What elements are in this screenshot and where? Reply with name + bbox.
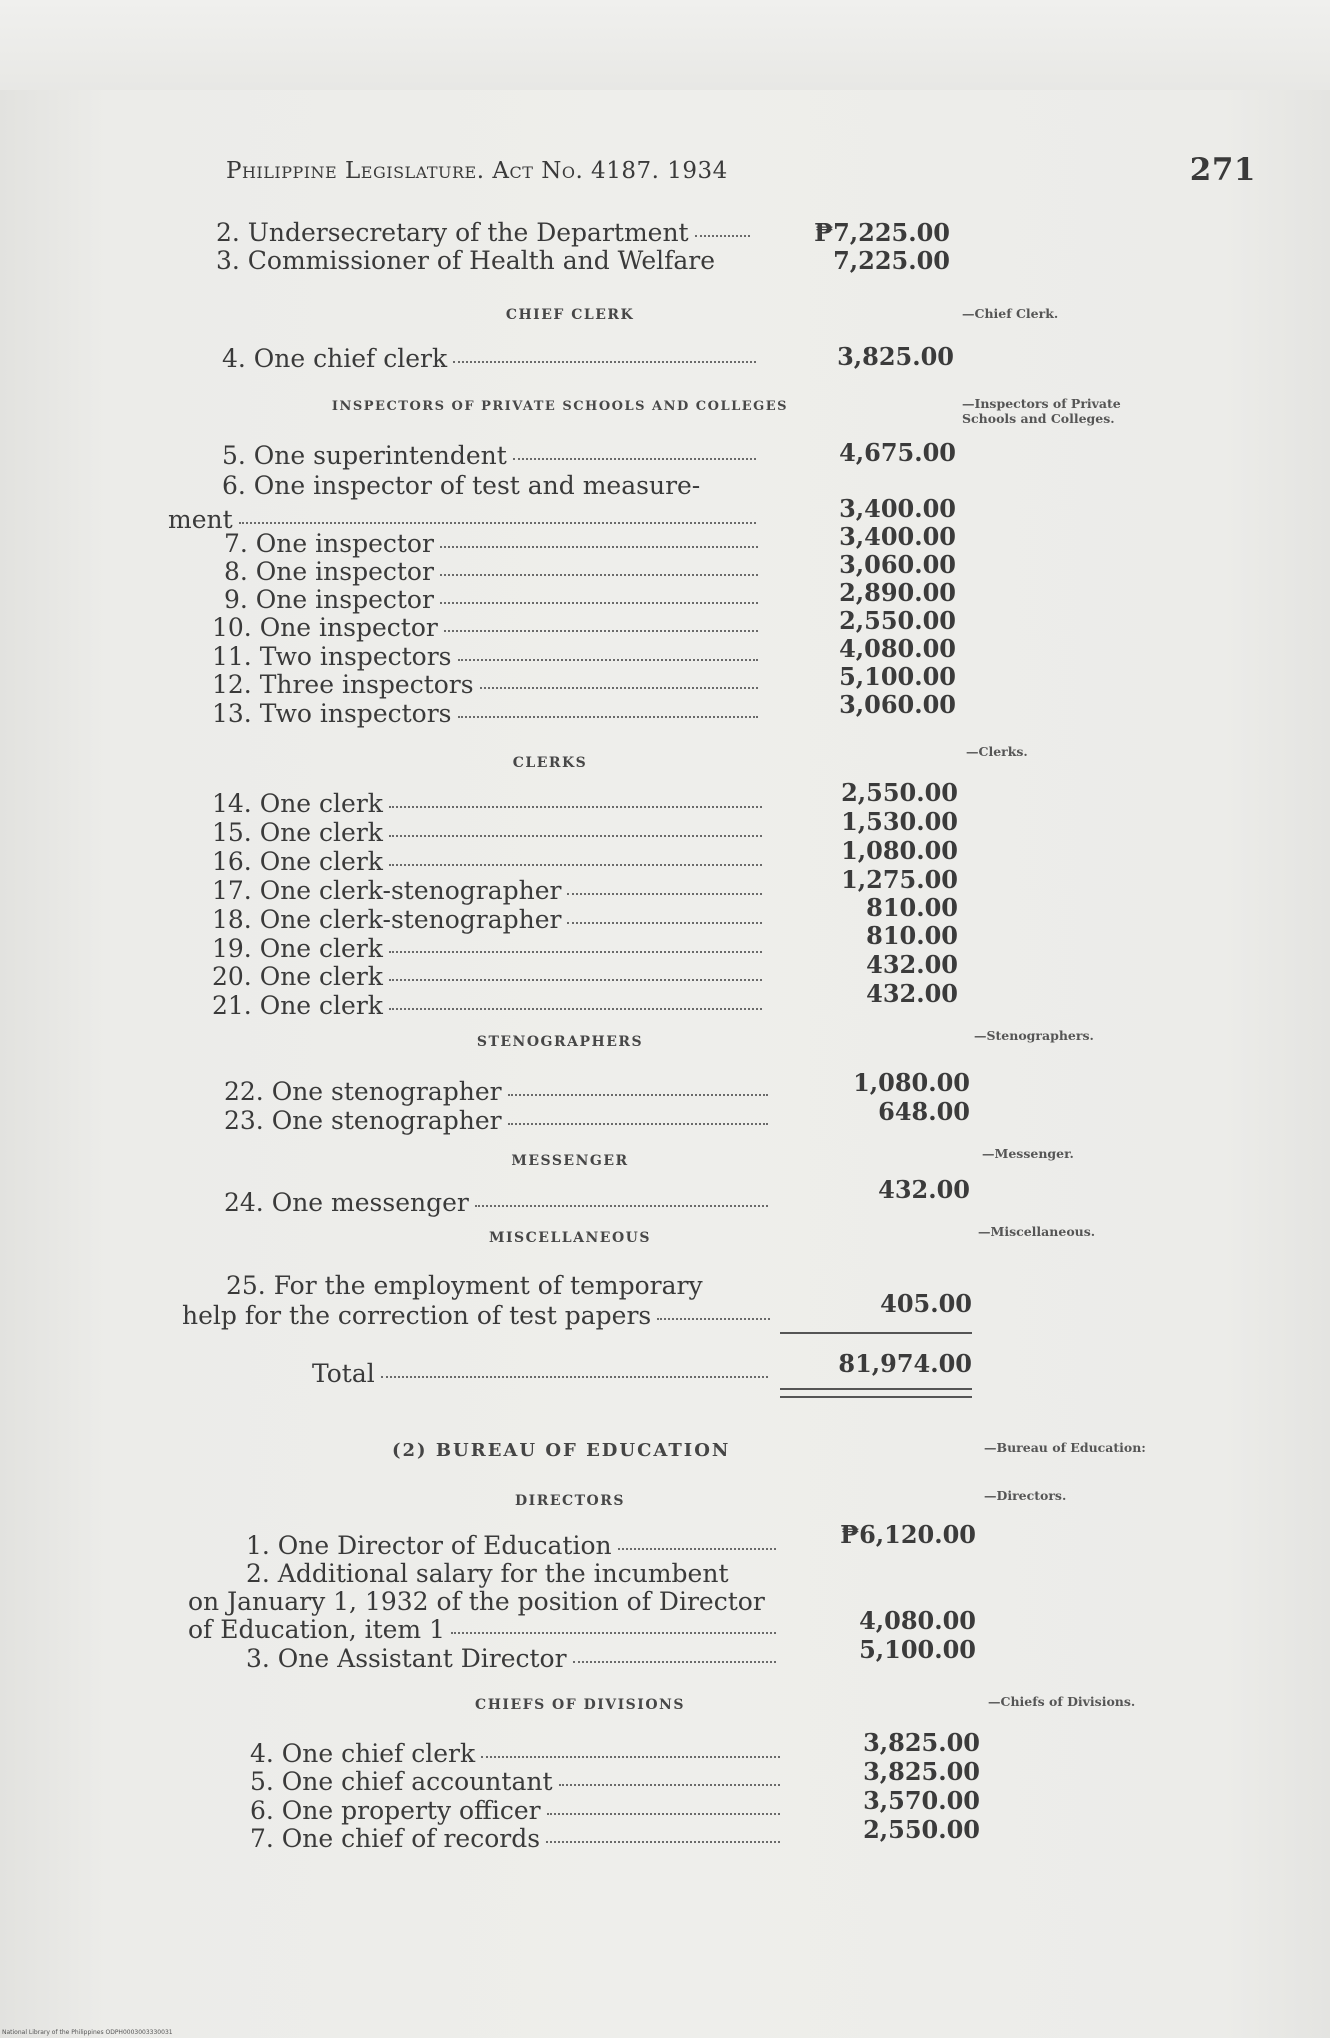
- item-amount: 3,570.00: [863, 1786, 980, 1815]
- double-rule: [780, 1388, 972, 1398]
- item-label: 12. Three inspectors: [212, 670, 474, 699]
- item-amount: ₱7,225.00: [814, 218, 950, 247]
- list-item: [224, 1106, 774, 1135]
- item-amount: 3,060.00: [839, 550, 956, 579]
- total-row: [312, 1359, 774, 1388]
- margin-note: —Miscellaneous.: [978, 1224, 1096, 1239]
- section-heading: DIRECTORS: [515, 1493, 625, 1509]
- leader-dots: [695, 235, 750, 237]
- leader-dots: [657, 1318, 770, 1320]
- item-label: 7. One inspector: [224, 529, 434, 558]
- margin-note: —Chief Clerk.: [962, 306, 1059, 321]
- item-amount: 3,400.00: [839, 494, 956, 523]
- leader-dots: [389, 951, 762, 953]
- item-amount: 810.00: [866, 893, 958, 922]
- section-heading: CHIEF CLERK: [505, 307, 635, 323]
- item-amount: 2,550.00: [841, 778, 958, 807]
- margin-note: —Chiefs of Divisions.: [988, 1694, 1136, 1709]
- list-item: [212, 789, 768, 818]
- item-label: 5. One superintendent: [222, 441, 507, 470]
- item-label: 14. One clerk: [212, 789, 383, 818]
- item-amount: 432.00: [878, 1175, 970, 1204]
- item-amount: 405.00: [880, 1289, 972, 1318]
- leader-dots: [458, 659, 759, 661]
- running-head: Philippine Legislature. Act No. 4187. 1934: [226, 158, 728, 184]
- item-label: 4. One chief clerk: [222, 344, 448, 373]
- item-amount: 7,225.00: [833, 246, 950, 275]
- leader-dots: [508, 1123, 768, 1125]
- sum-rule: [780, 1332, 972, 1334]
- list-item: [250, 1739, 786, 1768]
- list-item: [224, 585, 764, 614]
- leader-dots: [444, 630, 758, 632]
- item-label: 16. One clerk: [212, 847, 383, 876]
- item-amount: 3,825.00: [863, 1757, 980, 1786]
- item-label: 13. Two inspectors: [212, 699, 452, 728]
- item-label: 3. One Assistant Director: [246, 1644, 567, 1673]
- margin-note: —Messenger.: [982, 1146, 1074, 1161]
- margin-note: —Stenographers.: [974, 1028, 1094, 1043]
- section-heading: (2) BUREAU OF EDUCATION: [392, 1440, 731, 1461]
- item-amount: 1,530.00: [841, 807, 958, 836]
- item-label: of Education, item 1: [188, 1615, 445, 1644]
- item-label: 4. One chief clerk: [250, 1739, 476, 1768]
- margin-note: —Directors.: [984, 1488, 1067, 1503]
- item-label: 3. Commissioner of Health and Welfare: [216, 246, 716, 275]
- leader-dots: [389, 979, 762, 981]
- list-item: [216, 218, 756, 247]
- item-label: 17. One clerk-stenographer: [212, 876, 562, 905]
- item-label: 8. One inspector: [224, 557, 434, 586]
- leader-dots: [389, 1008, 762, 1010]
- item-label: help for the correction of test papers: [182, 1301, 652, 1330]
- section-heading: CLERKS: [512, 755, 588, 771]
- item-label: 7. One chief of records: [250, 1824, 541, 1853]
- item-amount: 4,675.00: [839, 438, 956, 467]
- item-label: 1. One Director of Education: [246, 1531, 612, 1560]
- item-label: 15. One clerk: [212, 818, 383, 847]
- item-label: ment: [168, 505, 233, 534]
- item-amount: 2,890.00: [839, 578, 956, 607]
- scan-footer: National Library of the Philippines ODPH0003003330031: [2, 2029, 173, 2036]
- list-item: [226, 1271, 776, 1300]
- item-label: 23. One stenographer: [224, 1106, 502, 1135]
- item-label: 6. One inspector of test and measure-: [222, 471, 701, 500]
- list-item: [224, 1188, 774, 1217]
- leader-dots: [480, 687, 758, 689]
- list-item: [212, 699, 764, 728]
- total-amount: 81,974.00: [838, 1349, 972, 1378]
- item-label: 20. One clerk: [212, 962, 383, 991]
- margin-note: —Clerks.: [966, 744, 1028, 759]
- leader-dots: [389, 864, 762, 866]
- list-item: [250, 1796, 786, 1825]
- list-item: [212, 818, 768, 847]
- item-amount: 3,400.00: [839, 522, 956, 551]
- section-heading: MESSENGER: [511, 1153, 629, 1169]
- list-item: [224, 557, 764, 586]
- list-item: [212, 962, 768, 991]
- item-amount: 1,275.00: [841, 865, 958, 894]
- leader-dots: [508, 1094, 768, 1096]
- leader-dots: [389, 806, 762, 808]
- item-amount: 2,550.00: [863, 1815, 980, 1844]
- item-label: 21. One clerk: [212, 991, 383, 1020]
- item-amount: 432.00: [866, 979, 958, 1008]
- item-amount: 4,080.00: [859, 1606, 976, 1635]
- leader-dots: [440, 574, 758, 576]
- item-label: 18. One clerk-stenographer: [212, 905, 562, 934]
- item-amount: 810.00: [866, 921, 958, 950]
- leader-dots: [546, 1841, 780, 1843]
- item-label: 2. Additional salary for the incumbent: [246, 1559, 729, 1588]
- list-item: [222, 344, 762, 373]
- item-label: 19. One clerk: [212, 934, 383, 963]
- list-item: [212, 876, 768, 905]
- item-label: 2. Undersecretary of the Department: [216, 218, 689, 247]
- leader-dots: [389, 835, 762, 837]
- item-amount: 1,080.00: [841, 836, 958, 865]
- leader-dots: [559, 1784, 781, 1786]
- item-amount: 5,100.00: [839, 662, 956, 691]
- list-item: [188, 1615, 782, 1644]
- list-item: [182, 1301, 776, 1330]
- margin-note: —Inspectors of Private Schools and Colleges.: [962, 396, 1121, 426]
- page-number: 271: [1189, 152, 1256, 188]
- item-amount: ₱6,120.00: [840, 1520, 976, 1549]
- margin-note: —Bureau of Education:: [984, 1440, 1146, 1455]
- item-label: 25. For the employment of temporary: [226, 1271, 703, 1300]
- list-item: [216, 246, 756, 275]
- list-item: [212, 613, 764, 642]
- leader-dots: [481, 1756, 780, 1758]
- leader-dots: [475, 1205, 768, 1207]
- leader-dots: [453, 361, 756, 363]
- leader-dots: [618, 1548, 776, 1550]
- item-amount: 5,100.00: [859, 1635, 976, 1664]
- leader-dots: [451, 1632, 776, 1634]
- leader-dots: [513, 458, 756, 460]
- leader-dots: [567, 893, 762, 895]
- list-item: [246, 1559, 786, 1588]
- leader-dots: [440, 546, 758, 548]
- item-amount: 3,060.00: [839, 690, 956, 719]
- section-heading: CHIEFS OF DIVISIONS: [475, 1697, 685, 1713]
- list-item: [246, 1644, 782, 1673]
- item-label: 10. One inspector: [212, 613, 438, 642]
- list-item: [212, 934, 768, 963]
- section-heading: INSPECTORS OF PRIVATE SCHOOLS AND COLLEGES: [331, 399, 789, 414]
- leader-dots: [567, 922, 762, 924]
- leader-dots: [239, 522, 756, 524]
- item-label: 5. One chief accountant: [250, 1767, 553, 1796]
- section-heading: STENOGRAPHERS: [476, 1034, 644, 1050]
- list-item: [250, 1767, 786, 1796]
- total-label: Total: [312, 1359, 375, 1388]
- leader-dots: [381, 1376, 768, 1378]
- list-item: [212, 991, 768, 1020]
- item-amount: 4,080.00: [839, 634, 956, 663]
- item-label: 9. One inspector: [224, 585, 434, 614]
- list-item: [212, 847, 768, 876]
- item-amount: 1,080.00: [853, 1068, 970, 1097]
- list-item: [224, 529, 764, 558]
- list-item: [212, 642, 764, 671]
- list-item: [246, 1531, 782, 1560]
- leader-dots: [547, 1813, 780, 1815]
- leader-dots: [440, 602, 758, 604]
- leader-dots: [458, 716, 759, 718]
- item-label: 6. One property officer: [250, 1796, 541, 1825]
- list-item: [212, 670, 764, 699]
- item-label: 22. One stenographer: [224, 1077, 502, 1106]
- item-amount: 3,825.00: [863, 1728, 980, 1757]
- list-item: [222, 471, 762, 500]
- list-item: [188, 1587, 788, 1616]
- item-amount: 3,825.00: [837, 342, 954, 371]
- item-amount: 648.00: [878, 1097, 970, 1126]
- item-label: on January 1, 1932 of the position of Director: [188, 1587, 765, 1616]
- item-amount: 2,550.00: [839, 606, 956, 635]
- list-item: [224, 1077, 774, 1106]
- list-item: [250, 1824, 786, 1853]
- list-item: [212, 905, 768, 934]
- list-item: [222, 441, 762, 470]
- leader-dots: [573, 1661, 776, 1663]
- item-label: 24. One messenger: [224, 1188, 469, 1217]
- item-label: 11. Two inspectors: [212, 642, 452, 671]
- section-heading: MISCELLANEOUS: [488, 1230, 651, 1246]
- item-amount: 432.00: [866, 950, 958, 979]
